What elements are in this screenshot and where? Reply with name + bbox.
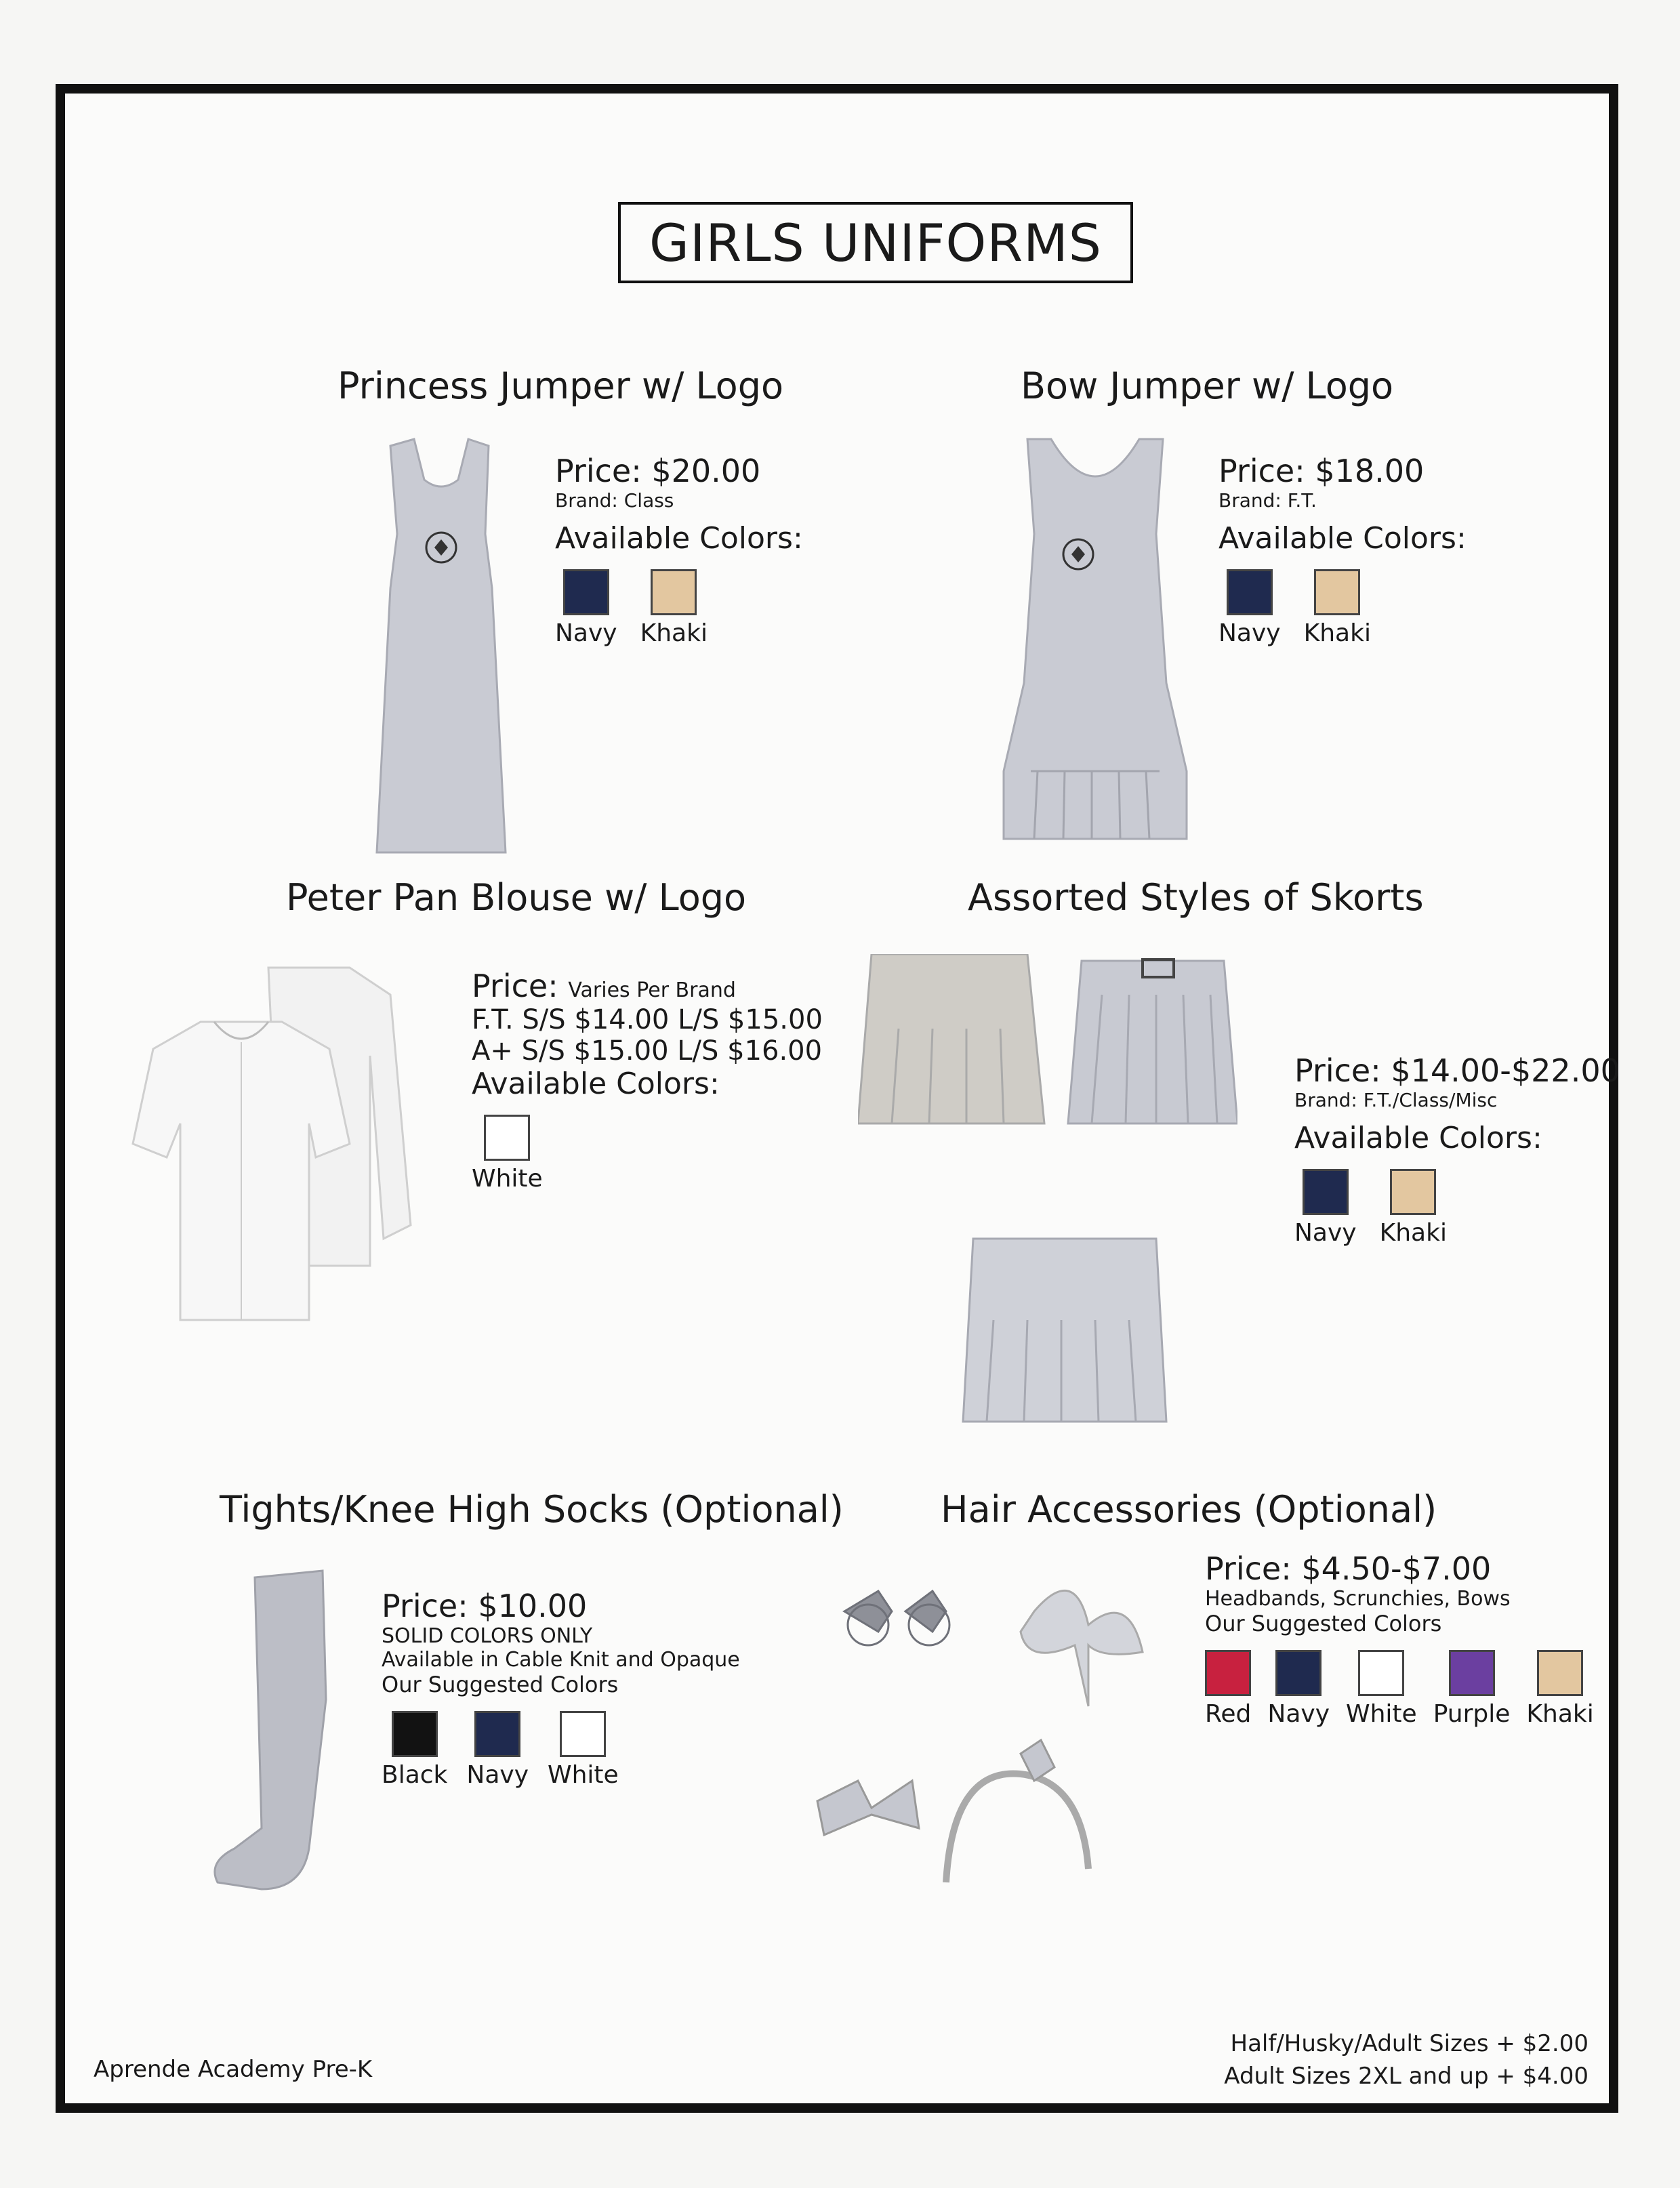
hair-types-note: Headbands, Scrunchies, Bows bbox=[1205, 1587, 1511, 1611]
color-box bbox=[651, 569, 697, 615]
color-box bbox=[1303, 1169, 1349, 1215]
tights-swatches bbox=[382, 1711, 740, 1789]
color-box bbox=[484, 1115, 530, 1161]
blouse-price: Price: Varies Per Brand bbox=[472, 968, 736, 1004]
color-box bbox=[1314, 569, 1360, 615]
princess-swatches bbox=[555, 569, 803, 647]
swatch-white: White bbox=[472, 1115, 543, 1193]
bow-jumper-info bbox=[1218, 453, 1467, 647]
skorts-price: Price: $14.00-$22.00 bbox=[1294, 1052, 1620, 1089]
swatch-navy: Navy bbox=[555, 569, 617, 647]
blouse-available-colors-label: Available Colors: bbox=[472, 1067, 720, 1101]
bow-price: Price: $18.00 bbox=[1218, 453, 1425, 489]
princess-available-colors-label: Available Colors: bbox=[555, 521, 803, 556]
tights-title: Tights/Knee High Socks (Optional) bbox=[220, 1488, 844, 1531]
school-name: Aprende Academy Pre-K bbox=[94, 2056, 373, 2083]
princess-jumper-title: Princess Jumper w/ Logo bbox=[337, 365, 784, 407]
hair-title: Hair Accessories (Optional) bbox=[941, 1488, 1437, 1531]
skorts-info bbox=[1294, 1052, 1620, 1247]
swatch-khaki: Khaki bbox=[1304, 569, 1371, 647]
blouse-title: Peter Pan Blouse w/ Logo bbox=[286, 876, 747, 919]
princess-price: Price: $20.00 bbox=[555, 453, 761, 489]
princess-jumper-image bbox=[350, 432, 533, 859]
tights-price: Price: $10.00 bbox=[382, 1588, 588, 1624]
bow-swatches bbox=[1218, 569, 1467, 647]
color-box bbox=[560, 1711, 606, 1757]
bow-jumper-title: Bow Jumper w/ Logo bbox=[1021, 365, 1394, 407]
tights-material-note: Available in Cable Knit and Opaque bbox=[382, 1648, 740, 1672]
color-box bbox=[563, 569, 609, 615]
size-surcharge-2xl: Adult Sizes 2XL and up + $4.00 bbox=[1224, 2063, 1589, 2090]
swatch-navy: Navy bbox=[466, 1711, 529, 1789]
hair-swatches bbox=[1205, 1650, 1594, 1728]
blouse-aplus-prices: A+ S/S $15.00 L/S $16.00 bbox=[472, 1035, 823, 1067]
page-frame bbox=[56, 84, 1618, 2113]
tights-suggested-label: Our Suggested Colors bbox=[382, 1672, 619, 1697]
swatch-khaki: Khaki bbox=[1380, 1169, 1447, 1247]
size-surcharge-half: Half/Husky/Adult Sizes + $2.00 bbox=[1230, 2030, 1589, 2057]
tights-info bbox=[382, 1588, 740, 1789]
blouse-image bbox=[126, 954, 451, 1327]
tights-solid-note: SOLID COLORS ONLY bbox=[382, 1624, 593, 1648]
color-box bbox=[392, 1711, 438, 1757]
hair-accessories-image bbox=[804, 1550, 1244, 1903]
swatch-red: Red bbox=[1205, 1650, 1251, 1728]
swatch-white: White bbox=[548, 1711, 619, 1789]
color-box bbox=[474, 1711, 520, 1757]
bow-brand: Brand: F.T. bbox=[1218, 489, 1317, 512]
skorts-title: Assorted Styles of Skorts bbox=[968, 876, 1424, 919]
princess-jumper-info bbox=[555, 453, 803, 647]
bow-jumper-image bbox=[983, 432, 1207, 852]
princess-brand: Brand: Class bbox=[555, 489, 674, 512]
hair-info bbox=[1205, 1550, 1594, 1728]
color-box bbox=[1227, 569, 1273, 615]
hair-suggested-label: Our Suggested Colors bbox=[1205, 1611, 1442, 1636]
swatch-purple: Purple bbox=[1433, 1650, 1511, 1728]
hair-price: Price: $4.50-$7.00 bbox=[1205, 1550, 1492, 1587]
bow-available-colors-label: Available Colors: bbox=[1218, 521, 1467, 556]
tights-image bbox=[207, 1564, 356, 1903]
color-box bbox=[1449, 1650, 1495, 1696]
size-surcharges bbox=[1224, 2027, 1589, 2092]
skorts-image bbox=[858, 954, 1237, 1442]
color-box bbox=[1390, 1169, 1436, 1215]
color-box bbox=[1537, 1650, 1583, 1696]
skorts-brand: Brand: F.T./Class/Misc bbox=[1294, 1089, 1498, 1111]
swatch-white: White bbox=[1346, 1650, 1417, 1728]
swatch-navy: Navy bbox=[1267, 1650, 1330, 1728]
color-box bbox=[1275, 1650, 1322, 1696]
page-title: GIRLS UNIFORMS bbox=[618, 202, 1133, 283]
swatch-khaki: Khaki bbox=[640, 569, 708, 647]
swatch-khaki: Khaki bbox=[1526, 1650, 1593, 1728]
swatch-black: Black bbox=[382, 1711, 447, 1789]
skorts-available-colors-label: Available Colors: bbox=[1294, 1121, 1542, 1155]
skorts-swatches bbox=[1294, 1169, 1620, 1247]
swatch-navy: Navy bbox=[1294, 1169, 1357, 1247]
color-box bbox=[1205, 1650, 1251, 1696]
blouse-info bbox=[472, 968, 823, 1193]
blouse-ft-prices: F.T. S/S $14.00 L/S $15.00 bbox=[472, 1004, 823, 1035]
swatch-navy: Navy bbox=[1218, 569, 1281, 647]
color-box bbox=[1358, 1650, 1404, 1696]
blouse-swatches bbox=[472, 1115, 823, 1193]
